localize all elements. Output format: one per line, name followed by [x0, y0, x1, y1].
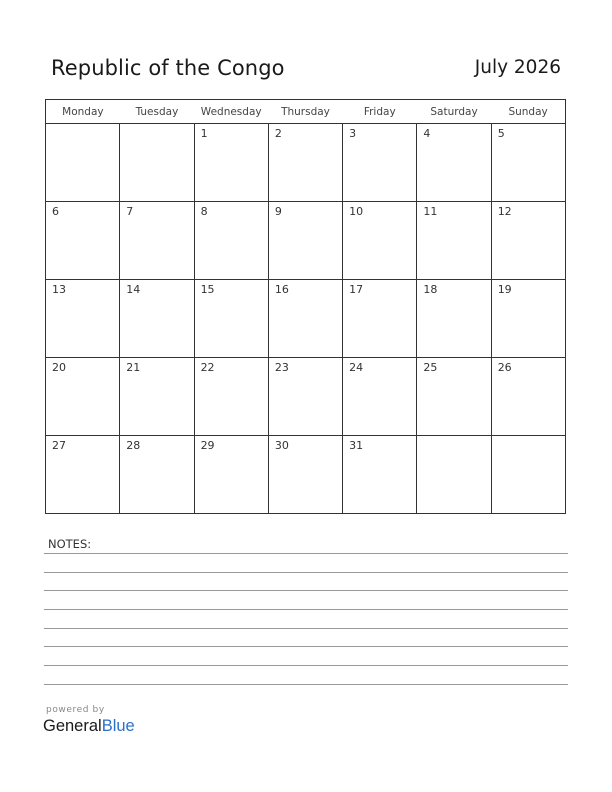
day-number: 20 [52, 361, 66, 374]
day-cell [343, 358, 417, 436]
day-cell [343, 202, 417, 280]
day-cell [120, 358, 194, 436]
weekday-header: Tuesday [120, 100, 194, 124]
day-number: 28 [126, 439, 141, 452]
logo-text-general: General [43, 717, 102, 735]
day-number: 19 [497, 283, 512, 296]
day-cell [268, 202, 342, 280]
powered-by-text: powered by [46, 705, 105, 715]
day-number: 16 [274, 283, 289, 296]
day-number: 2 [274, 127, 282, 140]
logo-text-blue: Blue [101, 717, 135, 735]
day-number: 10 [349, 205, 364, 218]
day-number: 4 [423, 127, 431, 140]
notes-line [44, 553, 568, 554]
day-cell [46, 280, 120, 358]
week-row [46, 124, 566, 202]
day-number: 3 [349, 127, 357, 140]
day-cell [343, 436, 417, 514]
notes-line [44, 590, 568, 591]
day-number: 23 [274, 361, 289, 374]
day-number: 6 [52, 205, 59, 218]
day-cell [491, 280, 565, 358]
day-number: 24 [349, 361, 364, 374]
notes-line [44, 572, 568, 573]
day-cell [491, 124, 565, 202]
day-number: 14 [126, 283, 141, 296]
day-cell [194, 358, 268, 436]
day-number: 1 [200, 127, 208, 140]
day-cell [417, 436, 491, 514]
day-cell [46, 436, 120, 514]
day-cell [194, 202, 268, 280]
day-cell [120, 124, 194, 202]
week-row [46, 436, 566, 514]
weekday-header-row [46, 100, 566, 124]
day-number: 9 [274, 205, 282, 218]
day-cell [343, 280, 417, 358]
day-cell [194, 124, 268, 202]
day-number: 31 [349, 439, 364, 452]
day-number: 5 [497, 127, 505, 140]
day-number: 17 [349, 283, 364, 296]
day-number: 21 [126, 361, 141, 374]
weekday-header: Thursday [268, 100, 342, 124]
day-number: 26 [497, 361, 512, 374]
weekday-header: Saturday [417, 100, 491, 124]
day-cell [268, 280, 342, 358]
day-number: 25 [423, 361, 438, 374]
notes-line [44, 628, 568, 629]
day-cell [343, 124, 417, 202]
day-number: 11 [423, 205, 438, 218]
day-cell [491, 358, 565, 436]
notes-line [44, 684, 568, 685]
weekday-header: Sunday [491, 100, 565, 124]
generalblue-logo [43, 717, 135, 736]
day-cell [46, 202, 120, 280]
day-cell [194, 436, 268, 514]
day-cell [194, 280, 268, 358]
day-cell [268, 436, 342, 514]
day-cell [120, 436, 194, 514]
day-cell [491, 202, 565, 280]
day-cell [120, 202, 194, 280]
day-number: 30 [274, 439, 289, 452]
day-cell [46, 124, 120, 202]
day-number: 8 [200, 205, 208, 218]
day-cell [417, 358, 491, 436]
day-cell [417, 124, 491, 202]
day-number: 22 [200, 361, 215, 374]
day-cell [417, 280, 491, 358]
day-number: 7 [126, 205, 134, 218]
week-row [46, 280, 566, 358]
day-number: 18 [423, 283, 438, 296]
week-row [46, 202, 566, 280]
notes-line [44, 665, 568, 666]
weekday-header: Wednesday [194, 100, 268, 124]
day-cell [46, 358, 120, 436]
calendar-title: Republic of the Congo [51, 56, 285, 80]
notes-line [44, 609, 568, 610]
day-number: 15 [200, 283, 215, 296]
notes-line [44, 646, 568, 647]
week-row [46, 358, 566, 436]
day-number: 12 [497, 205, 512, 218]
calendar-grid [45, 99, 566, 514]
day-cell [268, 358, 342, 436]
day-number: 29 [200, 439, 215, 452]
day-number: 27 [52, 439, 66, 452]
day-cell [120, 280, 194, 358]
day-number: 13 [52, 283, 66, 296]
notes-label: NOTES: [48, 537, 92, 551]
day-cell [268, 124, 342, 202]
weekday-header: Monday [46, 100, 120, 124]
calendar-month: July 2026 [474, 57, 561, 78]
weekday-header: Friday [343, 100, 417, 124]
day-cell [417, 202, 491, 280]
day-cell [491, 436, 565, 514]
